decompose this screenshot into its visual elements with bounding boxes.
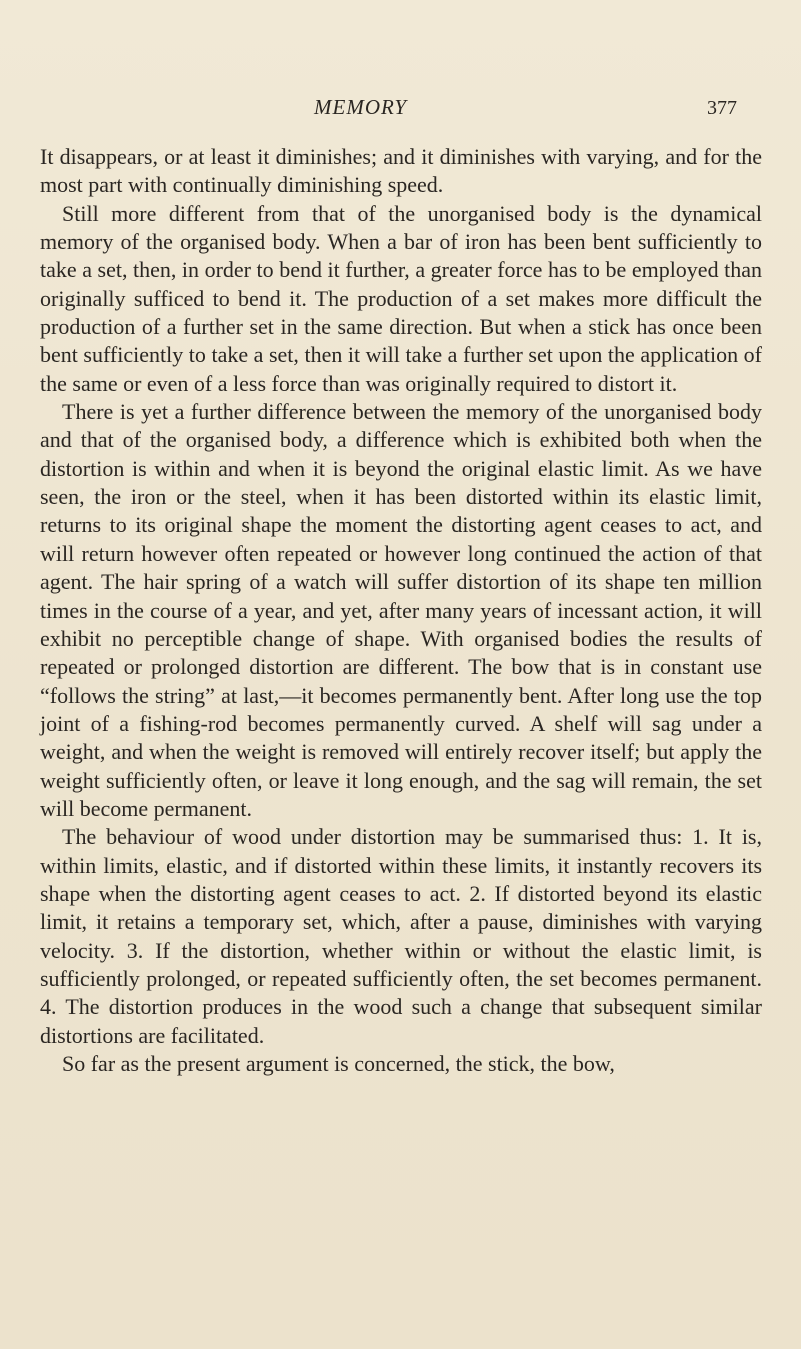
page-number: 377	[707, 97, 737, 119]
paragraph-present-argument: So far as the present argument is concerned, the stick, the bow,	[62, 1051, 615, 1076]
page-header	[0, 95, 801, 125]
paragraph-wood-summary: The behaviour of wood under distortion may be summarised thus: 1. It is, within limits, elastic, and if distorted within these limits, it instantly recovers its shape when the distorting agent ceases to act. 2. If distorted beyond its elastic limit, it retains a temporary set, which, after a pause, diminishes with varying velocity. 3. If the distortion, whether within or without the elastic limit, is sufficiently prolonged, or repeated sufficiently often, the set becomes permanent. 4. The distortion produces in the wood such a change that subsequent similar distortions are facilitated.	[40, 824, 762, 1048]
paragraph-further-difference: There is yet a further difference between the memory of the unorganised body and that of the organised body, a difference which is exhibited both when the distortion is within and when it is beyond the original elastic limit. As we have seen, the iron or the steel, when it has been distorted within its elastic limit, returns to its original shape the moment the distorting agent ceases to act, and will return however often repeated or however long continued the action of that agent. The hair spring of a watch will suffer distortion of its shape ten million times in the course of a year, and yet, after many years of incessant action, it will exhibit no perceptible change of shape. With organised bodies the results of repeated or prolonged distortion are different. The bow that is in constant use “follows the string” at last,—it becomes permanently bent. After long use the top joint of a fishing-rod becomes permanently curved. A shelf will sag under a weight, and when the weight is removed will entirely recover itself; but apply the weight sufficiently often, or leave it long enough, and the sag will remain, the set will become permanent.	[40, 399, 762, 821]
body-text	[40, 143, 762, 1078]
paragraph-continued: It disappears, or at least it diminishes; and it diminishes with varying, and for the most part with continually diminishing speed.	[40, 144, 762, 198]
paragraph-dynamical-memory: Still more different from that of the unorganised body is the dynamical memory of the organised body. When a bar of iron has been bent sufficiently to take a set, then, in order to bend it further, a greater force has to be employed than originally sufficed to bend it. The production of a set makes more difficult the production of a further set in the same direction. But when a stick has once been bent sufficiently to take a set, then it will take a further set upon the application of the same or even of a less force than was originally required to distort it.	[40, 200, 762, 396]
running-title: MEMORY	[314, 95, 408, 119]
